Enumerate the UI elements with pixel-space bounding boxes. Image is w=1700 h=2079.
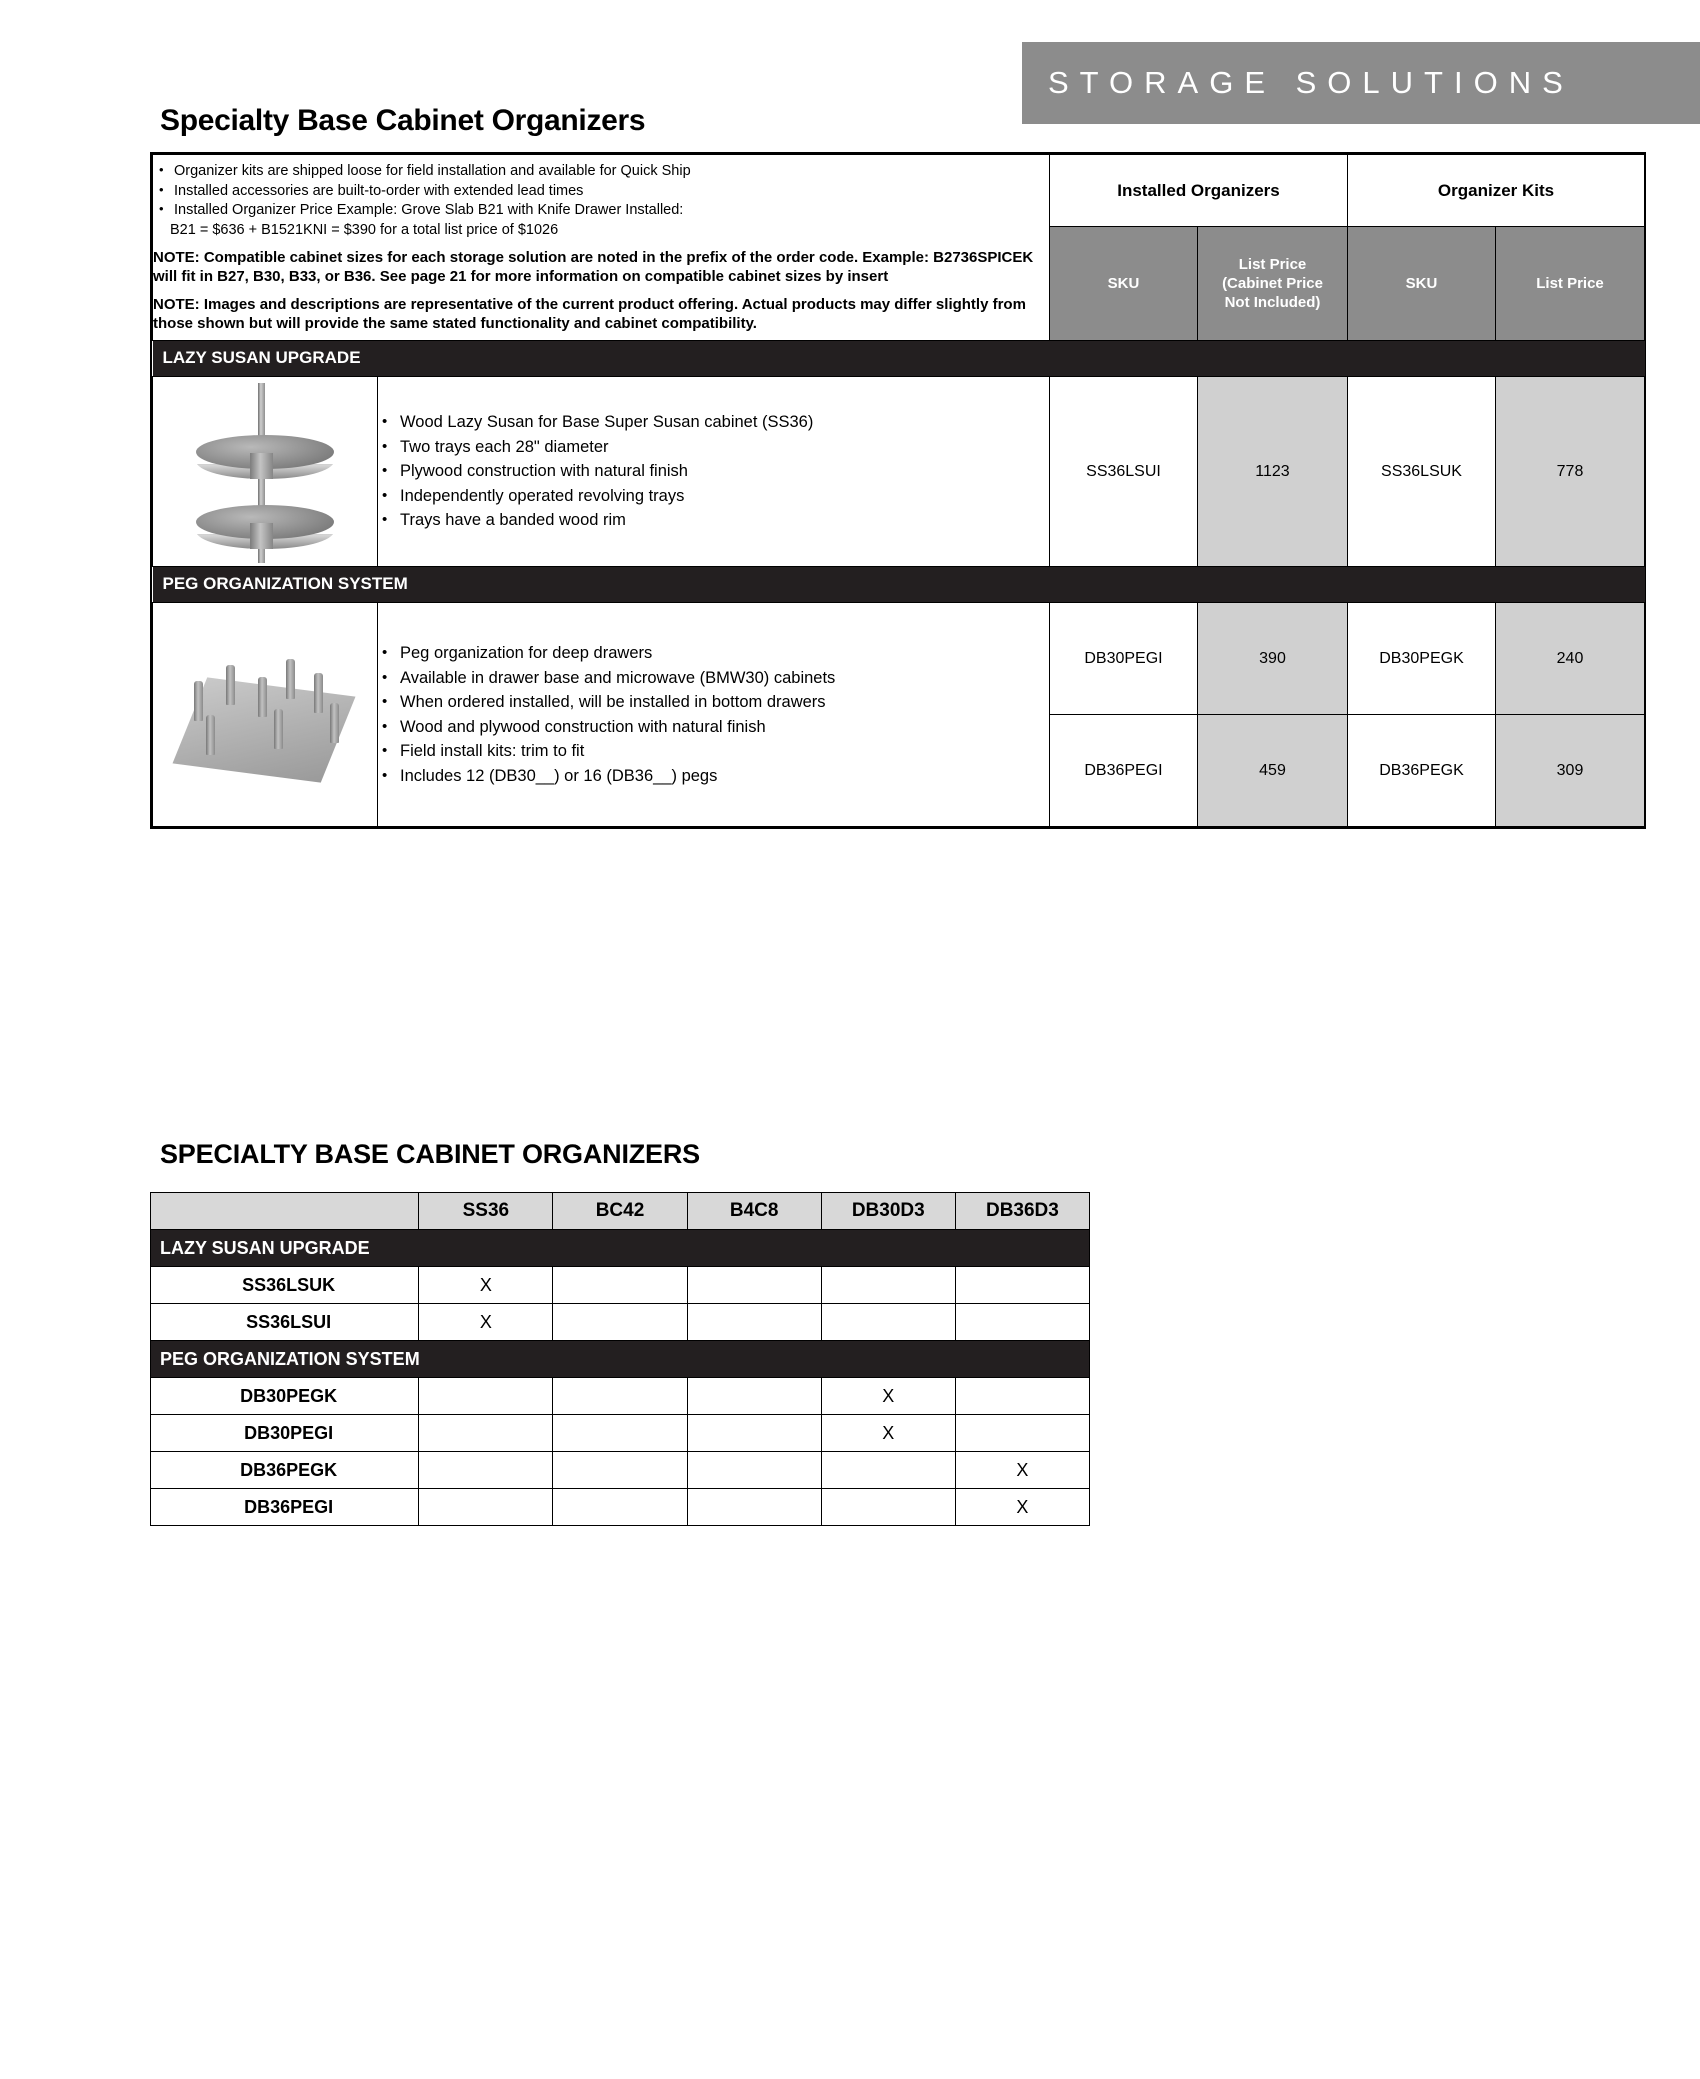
upper-hub-shape: [250, 453, 273, 479]
matrix-column-header: BC42: [553, 1193, 687, 1230]
sku-installed-value: SS36LSUI: [1050, 377, 1198, 567]
peg-organization-description: [378, 603, 1050, 827]
price-installed-value: 1123: [1198, 377, 1348, 567]
matrix-title: SPECIALTY BASE CABINET ORGANIZERS: [160, 1139, 700, 1169]
table-row: [151, 1267, 1090, 1304]
feature-item: • Available in drawer base and microwave (BMW30) cabinets: [378, 666, 1049, 691]
banner-title: STORAGE SOLUTIONS: [1048, 65, 1574, 100]
matrix-cell: [553, 1489, 687, 1526]
matrix-cell: [419, 1452, 553, 1489]
peg-shape: [226, 665, 235, 705]
matrix-cell: [955, 1415, 1089, 1452]
matrix-cell: [419, 1415, 553, 1452]
feature-item: • Independently operated revolving trays: [378, 484, 1049, 509]
peg-shape: [274, 709, 283, 749]
matrix-cell: [553, 1378, 687, 1415]
feature-item: • Peg organization for deep drawers: [378, 641, 1049, 666]
header-sku-installed: SKU: [1050, 227, 1198, 341]
lazy-susan-product-image: [153, 377, 378, 567]
section-header-lazy-susan: [153, 341, 1645, 377]
sku-kit-value: SS36LSUK: [1348, 377, 1496, 567]
header-organizer-kits: Organizer Kits: [1348, 155, 1645, 227]
matrix-column-header: B4C8: [687, 1193, 821, 1230]
matrix-cell: [687, 1304, 821, 1341]
sku-installed-value: DB36PEGI: [1050, 715, 1198, 827]
matrix-column-header: DB30D3: [821, 1193, 955, 1230]
matrix-header-row: [151, 1193, 1090, 1230]
feature-item: • Field install kits: trim to fit: [378, 739, 1049, 764]
feature-list: [378, 410, 1049, 533]
header-list-price-installed: [1198, 227, 1348, 341]
price-kit-value: 778: [1496, 377, 1645, 567]
note-images-disclaimer: NOTE: Images and descriptions are representative of the current product offering. Actual products may differ slightly from those shown but will provide the same stated functionality and cabinet compatibility.: [153, 296, 1026, 332]
compatibility-matrix-table: [150, 1192, 1090, 1526]
matrix-row-label: SS36LSUI: [151, 1304, 419, 1341]
peg-shape: [258, 677, 267, 717]
header-list-price-line2: (Cabinet Price: [1222, 275, 1323, 292]
matrix-column-header: SS36: [419, 1193, 553, 1230]
matrix-cell: X: [821, 1378, 955, 1415]
lower-hub-shape: [250, 523, 273, 549]
matrix-cell: X: [821, 1415, 955, 1452]
matrix-cell: [955, 1378, 1089, 1415]
matrix-section-label: PEG ORGANIZATION SYSTEM: [151, 1341, 1090, 1378]
lazy-susan-illustration: [190, 381, 340, 566]
notes-cell: [153, 155, 1050, 341]
feature-item: • Wood Lazy Susan for Base Super Susan cabinet (SS36): [378, 410, 1049, 435]
header-sku-kit: SKU: [1348, 227, 1496, 341]
matrix-cell: [419, 1378, 553, 1415]
section-header-peg-organization: [153, 567, 1645, 603]
note-bullet: • Installed Organizer Price Example: Grove Slab B21 with Knife Drawer Installed:: [157, 201, 1049, 220]
sku-installed-value: DB30PEGI: [1050, 603, 1198, 715]
peg-shape: [194, 681, 203, 721]
note-bullet-continuation: B21 = $636 + B1521KNI = $390 for a total list price of $1026: [170, 221, 559, 238]
peg-shape: [206, 715, 215, 755]
sku-kit-value: DB36PEGK: [1348, 715, 1496, 827]
matrix-cell: [553, 1267, 687, 1304]
matrix-cell: [553, 1304, 687, 1341]
feature-item: • Wood and plywood construction with natural finish: [378, 715, 1049, 740]
matrix-cell: [687, 1267, 821, 1304]
feature-list: [378, 641, 1049, 788]
header-list-price-line3: Not Included): [1224, 294, 1321, 311]
section-header-label: LAZY SUSAN UPGRADE: [153, 341, 1645, 377]
header-list-price-line1: List Price: [1238, 256, 1307, 273]
matrix-row-label: DB36PEGI: [151, 1489, 419, 1526]
feature-item: • When ordered installed, will be installed in bottom drawers: [378, 690, 1049, 715]
matrix-cell: [955, 1267, 1089, 1304]
table-row: [151, 1452, 1090, 1489]
peg-shape: [314, 673, 323, 713]
matrix-row-label: DB30PEGK: [151, 1378, 419, 1415]
sku-kit-value: DB30PEGK: [1348, 603, 1496, 715]
matrix-cell: [821, 1267, 955, 1304]
header-list-price-kit: List Price: [1496, 227, 1645, 341]
peg-organization-product-image: [153, 603, 378, 827]
matrix-corner-cell: [151, 1193, 419, 1230]
matrix-cell: [955, 1304, 1089, 1341]
price-kit-value: 309: [1496, 715, 1645, 827]
matrix-cell: [687, 1415, 821, 1452]
matrix-row-label: DB30PEGI: [151, 1415, 419, 1452]
product-row-lazy-susan: [153, 377, 1645, 567]
matrix-cell: [687, 1452, 821, 1489]
table-row: [151, 1415, 1090, 1452]
lazy-susan-description: [378, 377, 1050, 567]
matrix-cell: [821, 1304, 955, 1341]
matrix-cell: X: [419, 1304, 553, 1341]
matrix-section-label: LAZY SUSAN UPGRADE: [151, 1230, 1090, 1267]
matrix-section-lazy-susan: [151, 1230, 1090, 1267]
matrix-cell: X: [955, 1489, 1089, 1526]
price-kit-value: 240: [1496, 603, 1645, 715]
product-row-peg-db30: [153, 603, 1645, 715]
matrix-cell: [553, 1452, 687, 1489]
matrix-column-header: DB36D3: [955, 1193, 1089, 1230]
matrix-cell: [419, 1489, 553, 1526]
matrix-cell: X: [419, 1267, 553, 1304]
feature-item: • Two trays each 28" diameter: [378, 435, 1049, 460]
table-row: [151, 1304, 1090, 1341]
price-installed-value: 459: [1198, 715, 1348, 827]
peg-shape: [286, 659, 295, 699]
feature-item: • Includes 12 (DB30__) or 16 (DB36__) pegs: [378, 764, 1049, 789]
price-installed-value: 390: [1198, 603, 1348, 715]
peg-shape: [330, 703, 339, 743]
storage-solutions-banner: [1022, 42, 1700, 124]
matrix-cell: [821, 1489, 955, 1526]
feature-item: • Plywood construction with natural finish: [378, 459, 1049, 484]
section-header-label: PEG ORGANIZATION SYSTEM: [153, 567, 1645, 603]
notes-bullet-list: [157, 162, 1049, 220]
matrix-cell: [687, 1378, 821, 1415]
specialty-base-cabinet-organizers-table: [150, 152, 1646, 829]
matrix-cell: X: [955, 1452, 1089, 1489]
note-bullet: • Installed accessories are built-to-order with extended lead times: [157, 182, 1049, 201]
note-bullet: • Organizer kits are shipped loose for field installation and available for Quick Ship: [157, 162, 1049, 181]
matrix-cell: [687, 1489, 821, 1526]
matrix-section-peg-organization: [151, 1341, 1090, 1378]
peg-board-illustration: [180, 653, 350, 785]
matrix-row-label: DB36PEGK: [151, 1452, 419, 1489]
matrix-cell: [553, 1415, 687, 1452]
note-compatible-sizes: NOTE: Compatible cabinet sizes for each storage solution are noted in the prefix of the order code. Example: B2736SPICEK will fit in B27, B30, B33, or B36. See page 21 for more information on compatible cabinet sizes by insert: [153, 249, 1034, 285]
feature-item: • Trays have a banded wood rim: [378, 508, 1049, 533]
page-title: Specialty Base Cabinet Organizers: [160, 104, 646, 137]
matrix-row-label: SS36LSUK: [151, 1267, 419, 1304]
header-installed-organizers: Installed Organizers: [1050, 155, 1348, 227]
table-row: [151, 1489, 1090, 1526]
matrix-cell: [821, 1452, 955, 1489]
table-header-row-groups: [153, 155, 1645, 227]
table-row: [151, 1378, 1090, 1415]
